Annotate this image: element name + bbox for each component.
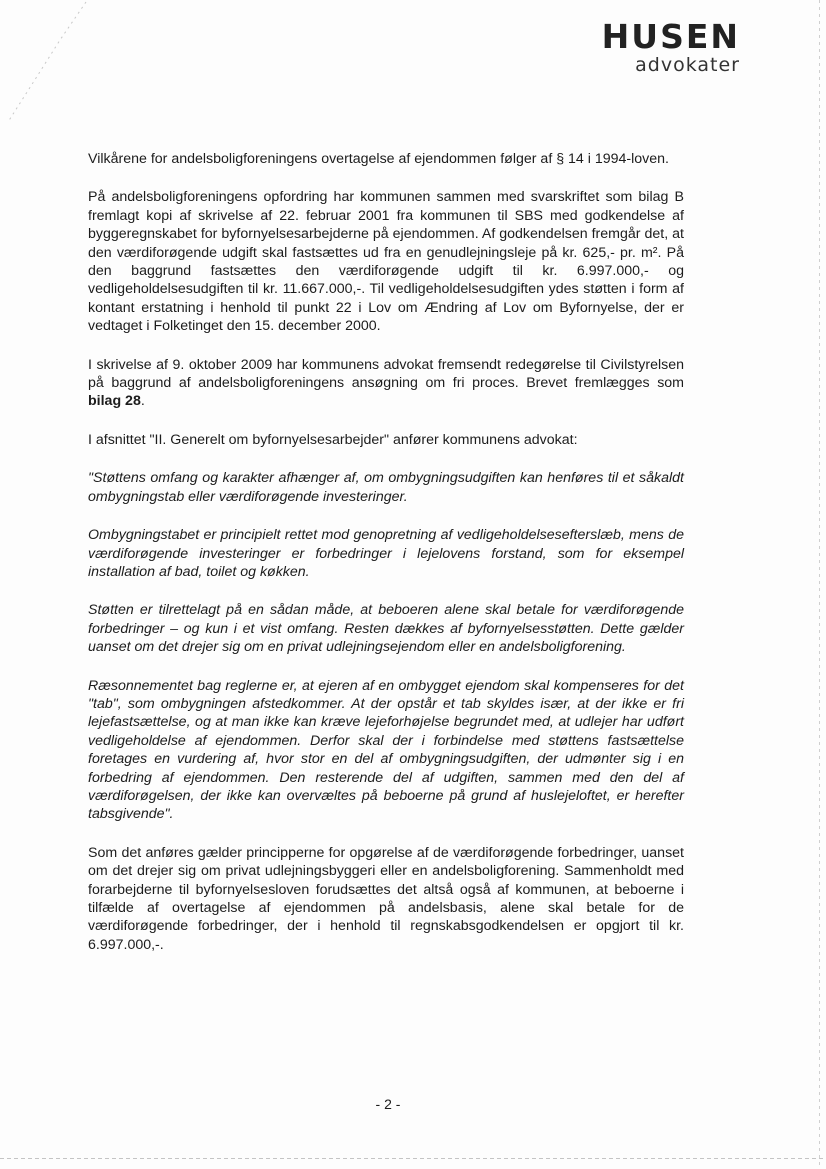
document-body — [88, 150, 684, 974]
quote-paragraph-4: Ræsonnementet bag reglerne er, at ejeren af en ombygget ejendom skal kompenseres for det "tab", som ombygningen afstedkommer. At der opstår et tab skyldes især, at der ikke er fri lejefastsættelse, og at man ikke kan kræve lejeforhøjelse begrundet med, at udlejer har udført vedligeholdelse af ejendommen. Derfor skal der i forbindelse med støttens fastsættelse foretages en vurdering af, hvor stor en del af ombygningsudgiften, der udmønter sig i en forbedring af ejendommen. Den resterende del af udgiften, sammen med den del af værdiforøgelsen, der ikke kan overvæltes på beboerne på grund af huslejeloftet, er herefter tabsgivende". — [88, 677, 684, 823]
quote-paragraph-1: "Støttens omfang og karakter afhænger af, om ombygningsudgiften kan henføres til et såkaldt ombygningstab eller værdiforøgende investeringer. — [88, 470, 684, 505]
scan-right-edge — [819, 0, 820, 1169]
paragraph-3-bold: bilag 28 — [88, 393, 141, 410]
logo-name: HUSEN — [601, 17, 740, 56]
scan-bottom-edge — [0, 1158, 826, 1159]
scan-edge-mark — [0, 0, 90, 130]
paragraph-1: Vilkårene for andelsboligforeningens overtagelse af ejendommen følger af § 14 i 1994-loven. — [88, 151, 670, 167]
paragraph-3-text: I skrivelse af 9. oktober 2009 har kommunens advokat fremsendt redegørelse til Civilstyrelsen på baggrund af andelsboligforeningens ansøgning om fri proces. Brevet fremlægges som — [88, 356, 684, 392]
paragraph-2: På andelsboligforeningens opfordring har kommunen sammen med svarskriftet som bilag B fremlagt kopi af skrivelse af 22. februar 2001 fra kommunen til SBS med godkendelse af byggeregnskabet for byfornyelsesarbejderne på ejendommen. Af godkendelsen fremgår det, at den værdiforøgende udgift skal fastsættes ud fra en genudlejningsleje på kr. 625,- pr. m². På den baggrund fastsættes den værdiforøgende udgift til kr. 6.997.000,- og vedligeholdelsesudgiften til kr. 11.667.000,-. Til vedligeholdelsesudgiften ydes støtten i form af kontant erstatning i henhold til punkt 22 i Lov om Ændring af Lov om Byfornyelse, der er vedtaget i Folketinget den 15. december 2000. — [88, 189, 684, 335]
paragraph-3-end: . — [140, 393, 145, 410]
paragraph-3 — [88, 356, 684, 411]
paragraph-final: Som det anføres gælder principperne for opgørelse af de værdiforøgende forbedringer, uanset om det drejer sig om privat udlejningsbyggeri eller en andelsboligforening. Sammenholdt med forarbejderne til byfornyelsesloven forudsættes det altså også af kommunen, at beboerne i tilfælde af overtagelse af ejendommen på andelsbasis, alene skal betale for de værdiforøgende forbedringer, der i henhold til regnskabsgodkendelsen er opgjort til kr. 6.997.000,-. — [88, 844, 684, 953]
company-logo — [601, 17, 740, 76]
paragraph-4: I afsnittet "II. Generelt om byfornyelsesarbejder" anfører kommunens advokat: — [88, 431, 578, 448]
page-number: - 2 - — [375, 1096, 401, 1112]
quote-paragraph-3: Støtten er tilrettelagt på en sådan måde, at beboeren alene skal betale for værdiforøgende forbedringer – og kun i et vist omfang. Resten dækkes af byfornyelsesstøtten. Dette gælder uanset om det drejer sig om en privat udlejningsejendom eller en andelsboligforening. — [88, 602, 684, 656]
logo-subtitle: advokater — [635, 54, 740, 76]
quote-paragraph-2: Ombygningstabet er principielt rettet mod genopretning af vedligeholdelsesefterslæb, mens de værdiforøgende investeringer er forbedringer i lejelovens forstand, som for eksempel installation af bad, toilet og køkken. — [88, 527, 684, 580]
